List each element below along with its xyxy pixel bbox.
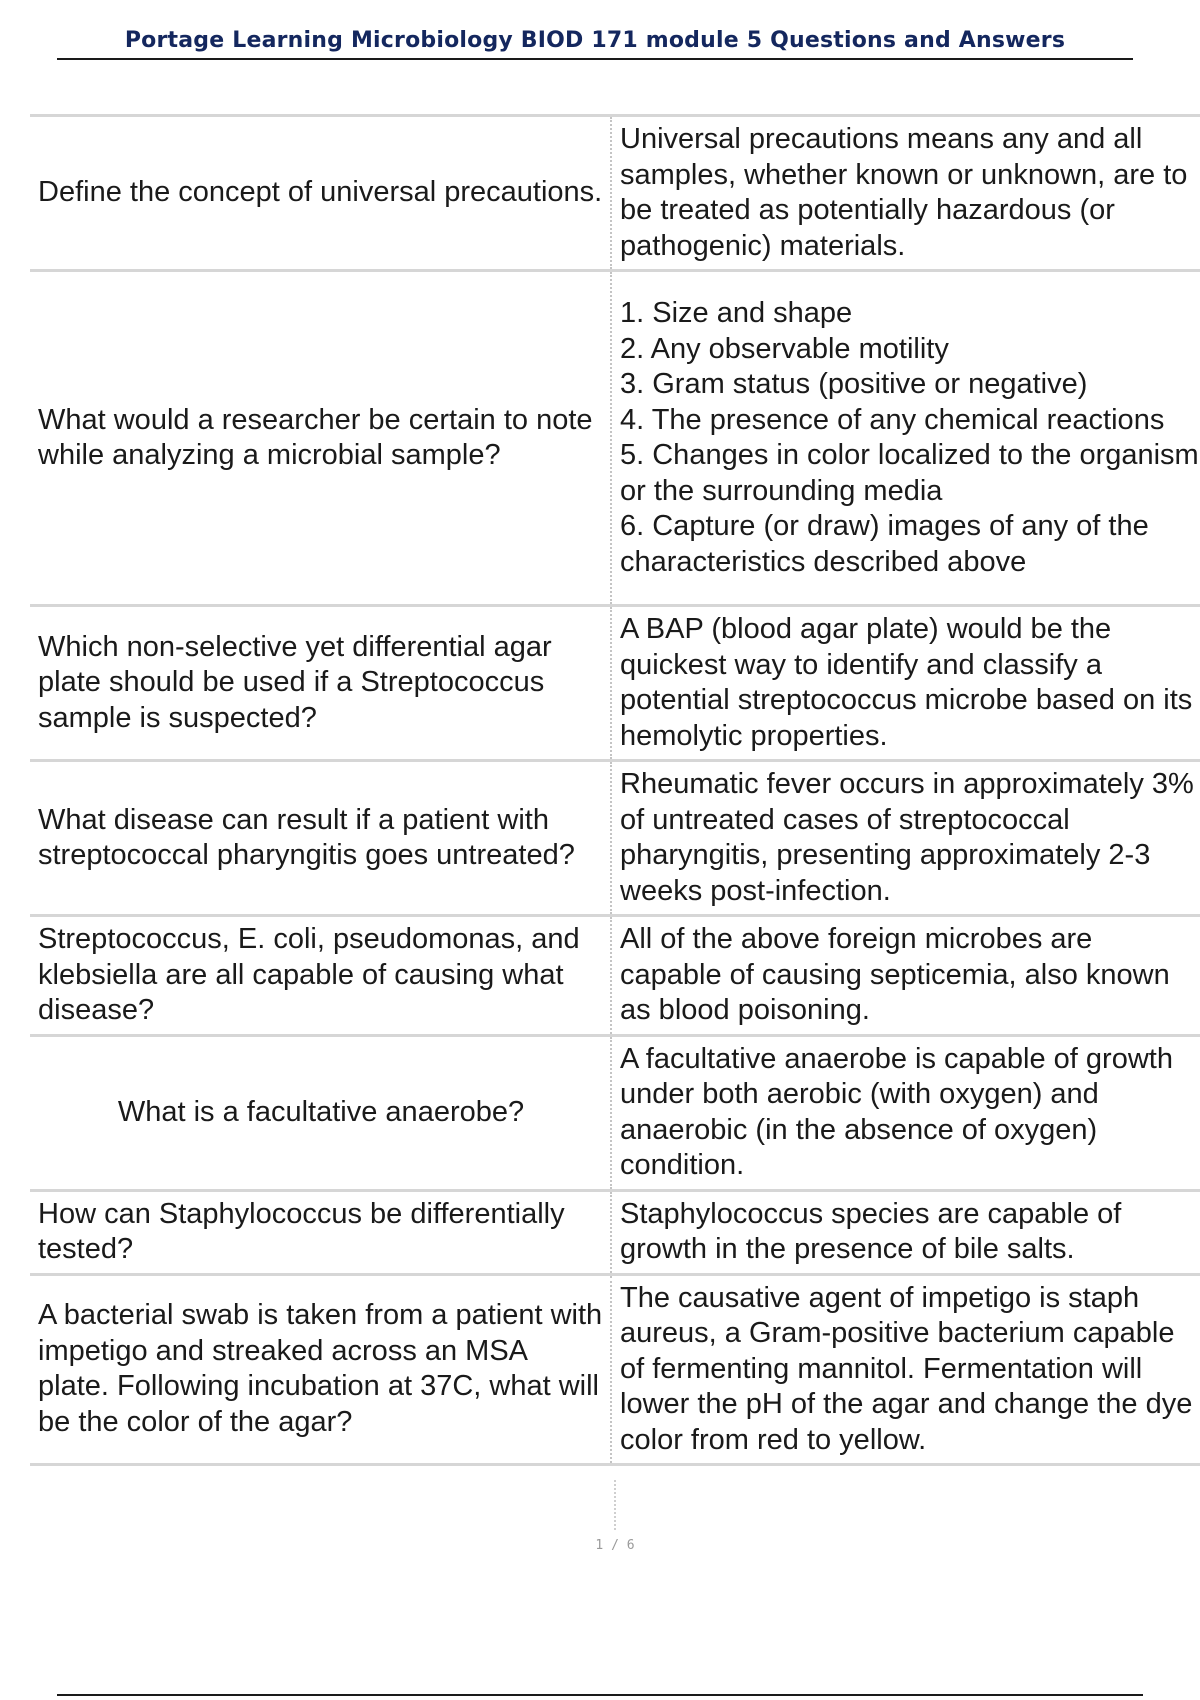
question-cell: Define the concept of universal precautions. bbox=[30, 116, 611, 271]
question-cell: What is a facultative anaerobe? bbox=[30, 1035, 611, 1190]
answer-cell: Staphylococcus species are capable of growth in the presence of bile salts. bbox=[620, 1197, 1122, 1265]
table-row bbox=[30, 916, 1200, 1036]
answer-list-item: 6. Capture (or draw) images of any of the characteristics described above bbox=[620, 510, 1149, 578]
question-cell: Streptococcus, E. coli, pseudomonas, and klebsiella are all capable of causing what disease? bbox=[30, 916, 611, 1036]
table-row bbox=[30, 1035, 1200, 1190]
table-row bbox=[30, 761, 1200, 916]
answer-list-item: 2. Any observable motility bbox=[620, 332, 949, 365]
answer-list-item: 4. The presence of any chemical reactions bbox=[620, 403, 1165, 436]
table-row bbox=[30, 1274, 1200, 1465]
document-title: Portage Learning Microbiology BIOD 171 module 5 Questions and Answers bbox=[124, 28, 1066, 53]
answer-list-item: 3. Gram status (positive or negative) bbox=[620, 368, 1088, 400]
answer-list-cell bbox=[611, 271, 1200, 606]
answer-cell: A BAP (blood agar plate) would be the quickest way to identify and classify a potential streptococcus microbe based on its hemolytic properties. bbox=[620, 613, 1193, 752]
table-row bbox=[30, 1190, 1200, 1274]
question-cell: What disease can result if a patient with streptococcal pharyngitis goes untreated? bbox=[30, 761, 611, 916]
table-row bbox=[30, 116, 1200, 271]
answer-cell: The causative agent of impetigo is staph aureus, a Gram-positive bacterium capable of fermenting mannitol. Fermentation will lower the pH of the agar and change the dye color from red to yellow. bbox=[620, 1281, 1193, 1456]
question-cell: How can Staphylococcus be differentially tested? bbox=[30, 1190, 611, 1274]
answer-cell: All of the above foreign microbes are capable of causing septicemia, also known as blood poisoning. bbox=[620, 923, 1170, 1026]
table-row bbox=[30, 271, 1200, 606]
page-number: 1 / 6 bbox=[595, 1538, 635, 1553]
answer-cell: A facultative anaerobe is capable of growth under both aerobic (with oxygen) and anaerobic (in the absence of oxygen) condition. bbox=[620, 1042, 1173, 1181]
question-cell: A bacterial swab is taken from a patient with impetigo and streaked across an MSA plate. Following incubation at 37C, what will be the color of the agar? bbox=[30, 1274, 611, 1465]
qa-table bbox=[30, 114, 1200, 1466]
answer-list-item: 5. Changes in color localized to the organism or the surrounding media bbox=[620, 439, 1199, 507]
answer-cell: Rheumatic fever occurs in approximately 3% of untreated cases of streptococcal pharyngitis, presenting approximately 2-3 weeks post-infection. bbox=[620, 768, 1194, 907]
page-header bbox=[57, 26, 1133, 60]
footer-rule bbox=[57, 1694, 1143, 1696]
answer-cell: Universal precautions means any and all samples, whether known or unknown, are to be treated as potentially hazardous (or pathogenic) materials. bbox=[620, 123, 1188, 262]
table-row bbox=[30, 606, 1200, 761]
answer-list-item: 1. Size and shape bbox=[620, 297, 853, 329]
question-cell: What would a researcher be certain to note while analyzing a microbial sample? bbox=[30, 271, 611, 606]
column-divider-continuation bbox=[614, 1480, 616, 1530]
question-cell: Which non-selective yet differential agar plate should be used if a Streptococcus sample is suspected? bbox=[30, 606, 611, 761]
